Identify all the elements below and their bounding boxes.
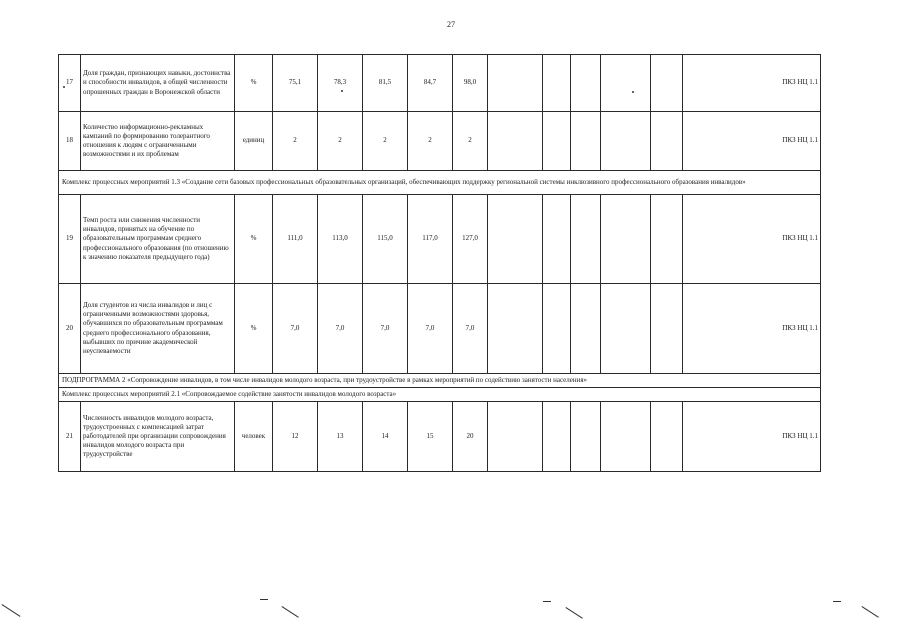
unit-cell: % [235,55,273,112]
row-number: 21 [59,402,81,472]
unit-cell: единиц [235,112,273,171]
empty-cell [488,402,543,472]
section-title: Комплекс процессных мероприятий 1.3 «Создание сети базовых профессиональных образовательных организаций, обеспечивающих поддержку региональной системы инклюзивного профессионального образования инвалидов» [59,171,821,195]
scan-mark [565,607,582,619]
value-cell: 20 [453,402,488,472]
scan-dot [632,91,634,93]
row-number: 18 [59,112,81,171]
empty-cell [543,284,571,374]
unit-cell: человек [235,402,273,472]
row-number: 20 [59,284,81,374]
value-cell: 2 [273,112,318,171]
value-cell: 78,3 [318,55,363,112]
value-cell: 117,0 [408,195,453,284]
value-cell: 81,5 [363,55,408,112]
indicator-name: Доля граждан, признающих навыки, достоинства и способности инвалидов, в общей численности опрошенных граждан в Воронежской области [81,55,235,112]
source-cell: ПКЗ НЦ 1.1 [683,402,821,472]
value-cell: 75,1 [273,55,318,112]
indicator-name: Темп роста или снижения численности инвалидов, принятых на обучение по образовательным программам среднего профессионального образования (по отношению к значению показателя предыдущего года) [81,195,235,284]
subprogram-title: ПОДПРОГРАММА 2 «Сопровождение инвалидов, в том числе инвалидов молодого возраста, при трудоустройстве в рамках мероприятий по содействию занятости населения» [59,374,821,388]
empty-cell [571,402,601,472]
empty-cell [651,55,683,112]
value-cell: 7,0 [363,284,408,374]
value-cell: 7,0 [408,284,453,374]
section-row [59,374,821,388]
row-number: 17 [59,55,81,112]
section-row [59,171,821,195]
unit-cell: % [235,284,273,374]
indicator-name: Доля студентов из числа инвалидов и лиц с ограниченными возможностями здоровья, обучавшихся по образовательным программам среднего профессионального образования, выбывших по причине академической неуспеваемости [81,284,235,374]
empty-cell [571,195,601,284]
table-row [59,195,821,284]
table-row [59,112,821,171]
empty-cell [571,55,601,112]
value-cell: 14 [363,402,408,472]
table-row [59,55,821,112]
empty-cell [601,55,651,112]
value-cell: 7,0 [453,284,488,374]
empty-cell [543,195,571,284]
value-cell: 15 [408,402,453,472]
unit-cell: % [235,195,273,284]
scan-mark [833,601,841,602]
page-number: 27 [447,20,455,29]
empty-cell [488,195,543,284]
section-row [59,388,821,402]
source-cell: ПКЗ НЦ 1.1 [683,284,821,374]
scan-dot [63,86,65,88]
source-cell: ПКЗ НЦ 1.1 [683,55,821,112]
empty-cell [651,284,683,374]
value-cell: 113,0 [318,195,363,284]
value-cell: 2 [408,112,453,171]
value-cell: 115,0 [363,195,408,284]
indicators-table [58,54,821,472]
source-cell: ПКЗ НЦ 1.1 [683,112,821,171]
empty-cell [488,284,543,374]
scan-mark [260,599,268,600]
empty-cell [488,55,543,112]
empty-cell [601,402,651,472]
table-row [59,284,821,374]
value-cell: 7,0 [273,284,318,374]
empty-cell [571,284,601,374]
empty-cell [571,112,601,171]
empty-cell [651,112,683,171]
empty-cell [488,112,543,171]
empty-cell [543,55,571,112]
scan-dot [341,90,343,92]
indicator-name: Численность инвалидов молодого возраста, трудоустроенных с компенсацией затрат работодателей при организации сопровождения инвалидов молодого возраста при трудоустройстве [81,402,235,472]
section-title: Комплекс процессных мероприятий 2.1 «Сопровождаемое содействие занятости инвалидов молодого возраста» [59,388,821,402]
scan-mark [281,606,298,618]
value-cell: 12 [273,402,318,472]
empty-cell [601,195,651,284]
value-cell: 13 [318,402,363,472]
value-cell: 127,0 [453,195,488,284]
value-cell: 7,0 [318,284,363,374]
indicator-name: Количество информационно-рекламных кампаний по формированию толерантного отношения к людям с ограниченными возможностями и их проблемам [81,112,235,171]
scan-mark [861,606,878,618]
value-cell: 98,0 [453,55,488,112]
value-cell: 2 [363,112,408,171]
value-cell: 111,0 [273,195,318,284]
source-cell: ПКЗ НЦ 1.1 [683,195,821,284]
empty-cell [543,402,571,472]
row-number: 19 [59,195,81,284]
empty-cell [543,112,571,171]
table-row [59,402,821,472]
empty-cell [601,284,651,374]
empty-cell [651,402,683,472]
empty-cell [651,195,683,284]
value-cell: 2 [453,112,488,171]
value-cell: 2 [318,112,363,171]
scan-mark [543,601,551,602]
value-cell: 84,7 [408,55,453,112]
empty-cell [601,112,651,171]
scan-mark [1,604,20,617]
